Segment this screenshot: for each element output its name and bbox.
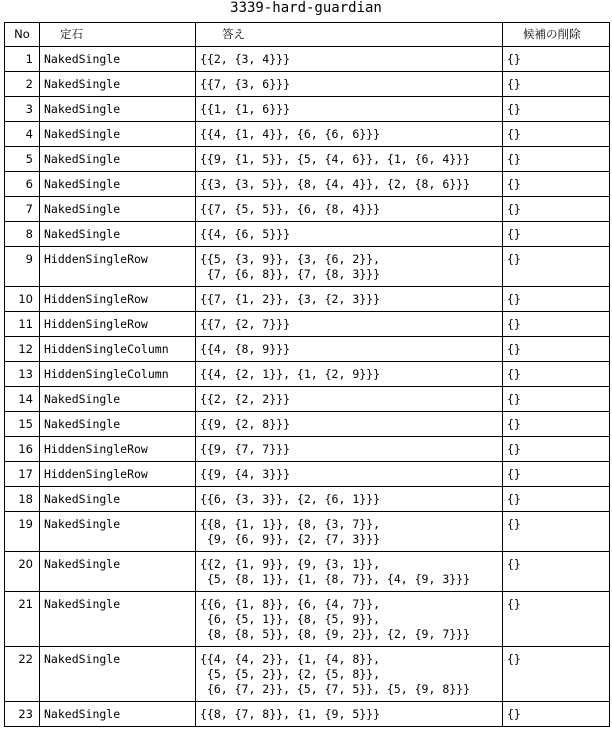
- row-number: 20: [5, 552, 40, 592]
- header-no: No: [5, 23, 40, 47]
- answer-cell: [196, 647, 503, 702]
- answer-cell: [196, 362, 503, 387]
- answer-line: {6, {5, 1}}, {8, {5, 9}},: [200, 612, 381, 626]
- row-number: 19: [5, 512, 40, 552]
- technique-cell: NakedSingle: [40, 222, 196, 247]
- answer-line: {{4, {6, 5}}}: [200, 227, 291, 241]
- answer-line: {7, {6, 8}}, {7, {8, 3}}}: [200, 267, 381, 281]
- answer-cell: [196, 47, 503, 72]
- row-number: 14: [5, 387, 40, 412]
- removal-cell: {}: [503, 487, 610, 512]
- table-row: [5, 702, 610, 727]
- answer-line: {{2, {3, 4}}}: [200, 52, 291, 66]
- technique-cell: NakedSingle: [40, 702, 196, 727]
- removal-cell: {}: [503, 222, 610, 247]
- row-number: 10: [5, 287, 40, 312]
- table-row: [5, 172, 610, 197]
- row-number: 18: [5, 487, 40, 512]
- answer-cell: [196, 247, 503, 287]
- answer-line: {{7, {1, 2}}, {3, {2, 3}}}: [200, 292, 381, 306]
- technique-cell: NakedSingle: [40, 122, 196, 147]
- row-number: 17: [5, 462, 40, 487]
- answer-cell: [196, 222, 503, 247]
- answer-cell: [196, 437, 503, 462]
- answer-line: {{2, {2, 2}}}: [200, 392, 291, 406]
- answer-line: {{8, {1, 1}}, {8, {3, 7}},: [200, 517, 381, 531]
- technique-cell: NakedSingle: [40, 47, 196, 72]
- removal-cell: {}: [503, 387, 610, 412]
- removal-cell: {}: [503, 147, 610, 172]
- row-number: 3: [5, 97, 40, 122]
- answer-cell: [196, 552, 503, 592]
- table-row: [5, 47, 610, 72]
- answer-line: {8, {8, 5}}, {8, {9, 2}}, {2, {9, 7}}}: [200, 627, 471, 641]
- table-row: [5, 122, 610, 147]
- technique-cell: NakedSingle: [40, 412, 196, 437]
- removal-cell: {}: [503, 647, 610, 702]
- table-row: [5, 247, 610, 287]
- solution-table: [4, 22, 610, 727]
- answer-line: {{7, {3, 6}}}: [200, 77, 291, 91]
- answer-line: {5, {8, 1}}, {1, {8, 7}}, {4, {9, 3}}}: [200, 572, 471, 586]
- row-number: 12: [5, 337, 40, 362]
- row-number: 9: [5, 247, 40, 287]
- row-number: 2: [5, 72, 40, 97]
- row-number: 5: [5, 147, 40, 172]
- technique-cell: NakedSingle: [40, 592, 196, 647]
- answer-line: {{9, {2, 8}}}: [200, 417, 291, 431]
- answer-line: {{4, {1, 4}}, {6, {6, 6}}}: [200, 127, 381, 141]
- table-row: [5, 412, 610, 437]
- answer-line: {{4, {8, 9}}}: [200, 342, 291, 356]
- removal-cell: {}: [503, 702, 610, 727]
- table-row: [5, 222, 610, 247]
- answer-line: {{4, {4, 2}}, {1, {4, 8}},: [200, 652, 381, 666]
- technique-cell: HiddenSingleColumn: [40, 337, 196, 362]
- answer-line: {5, {5, 2}}, {2, {5, 8}},: [200, 667, 381, 681]
- technique-cell: HiddenSingleRow: [40, 437, 196, 462]
- header-technique: 定石: [40, 23, 196, 47]
- row-number: 22: [5, 647, 40, 702]
- answer-line: {{6, {1, 8}}, {6, {4, 7}},: [200, 597, 381, 611]
- answer-line: {9, {6, 9}}, {2, {7, 3}}}: [200, 532, 381, 546]
- answer-line: {{4, {2, 1}}, {1, {2, 9}}}: [200, 367, 381, 381]
- row-number: 1: [5, 47, 40, 72]
- technique-cell: HiddenSingleRow: [40, 462, 196, 487]
- technique-cell: NakedSingle: [40, 72, 196, 97]
- table-row: [5, 97, 610, 122]
- table-row: [5, 337, 610, 362]
- row-number: 16: [5, 437, 40, 462]
- answer-cell: [196, 197, 503, 222]
- answer-cell: [196, 97, 503, 122]
- answer-line: {{1, {1, 6}}}: [200, 102, 291, 116]
- removal-cell: {}: [503, 437, 610, 462]
- removal-cell: {}: [503, 592, 610, 647]
- answer-line: {{6, {3, 3}}, {2, {6, 1}}}: [200, 492, 381, 506]
- technique-cell: HiddenSingleRow: [40, 247, 196, 287]
- removal-cell: {}: [503, 412, 610, 437]
- row-number: 13: [5, 362, 40, 387]
- removal-cell: {}: [503, 97, 610, 122]
- technique-cell: NakedSingle: [40, 387, 196, 412]
- answer-line: {6, {7, 2}}, {5, {7, 5}}, {5, {9, 8}}}: [200, 682, 471, 696]
- answer-cell: [196, 702, 503, 727]
- technique-cell: HiddenSingleRow: [40, 287, 196, 312]
- answer-line: {{9, {7, 7}}}: [200, 442, 291, 456]
- answer-cell: [196, 287, 503, 312]
- removal-cell: {}: [503, 337, 610, 362]
- removal-cell: {}: [503, 287, 610, 312]
- removal-cell: {}: [503, 197, 610, 222]
- technique-cell: NakedSingle: [40, 487, 196, 512]
- answer-cell: [196, 337, 503, 362]
- answer-line: {{8, {7, 8}}, {1, {9, 5}}}: [200, 707, 381, 721]
- technique-cell: NakedSingle: [40, 647, 196, 702]
- header-removal: 候補の削除: [503, 23, 610, 47]
- answer-cell: [196, 487, 503, 512]
- answer-cell: [196, 592, 503, 647]
- answer-cell: [196, 172, 503, 197]
- table-row: [5, 312, 610, 337]
- removal-cell: {}: [503, 172, 610, 197]
- technique-cell: HiddenSingleRow: [40, 312, 196, 337]
- technique-cell: HiddenSingleColumn: [40, 362, 196, 387]
- row-number: 21: [5, 592, 40, 647]
- answer-line: {{3, {3, 5}}, {8, {4, 4}}, {2, {8, 6}}}: [200, 177, 471, 191]
- removal-cell: {}: [503, 72, 610, 97]
- technique-cell: NakedSingle: [40, 97, 196, 122]
- table-row: [5, 147, 610, 172]
- answer-line: {{9, {1, 5}}, {5, {4, 6}}, {1, {6, 4}}}: [200, 152, 471, 166]
- answer-cell: [196, 387, 503, 412]
- removal-cell: {}: [503, 312, 610, 337]
- removal-cell: {}: [503, 552, 610, 592]
- technique-cell: NakedSingle: [40, 172, 196, 197]
- answer-cell: [196, 312, 503, 337]
- answer-cell: [196, 147, 503, 172]
- page-title: 3339-hard-guardian: [230, 0, 382, 16]
- answer-line: {{7, {2, 7}}}: [200, 317, 291, 331]
- table-body: [5, 47, 610, 727]
- table-row: [5, 462, 610, 487]
- removal-cell: {}: [503, 362, 610, 387]
- removal-cell: {}: [503, 512, 610, 552]
- row-number: 23: [5, 702, 40, 727]
- row-number: 15: [5, 412, 40, 437]
- removal-cell: {}: [503, 247, 610, 287]
- answer-cell: [196, 122, 503, 147]
- table-row: [5, 487, 610, 512]
- header-answer: 答え: [196, 23, 503, 47]
- technique-cell: NakedSingle: [40, 552, 196, 592]
- table-row: [5, 512, 610, 552]
- row-number: 7: [5, 197, 40, 222]
- answer-cell: [196, 512, 503, 552]
- table-row: [5, 437, 610, 462]
- header-row: [5, 23, 610, 47]
- table-row: [5, 647, 610, 702]
- row-number: 8: [5, 222, 40, 247]
- removal-cell: {}: [503, 122, 610, 147]
- answer-line: {{2, {1, 9}}, {9, {3, 1}},: [200, 557, 381, 571]
- table-row: [5, 592, 610, 647]
- table-row: [5, 197, 610, 222]
- table-row: [5, 287, 610, 312]
- row-number: 4: [5, 122, 40, 147]
- table-row: [5, 72, 610, 97]
- table-row: [5, 387, 610, 412]
- removal-cell: {}: [503, 462, 610, 487]
- technique-cell: NakedSingle: [40, 197, 196, 222]
- technique-cell: NakedSingle: [40, 147, 196, 172]
- answer-line: {{7, {5, 5}}, {6, {8, 4}}}: [200, 202, 381, 216]
- row-number: 11: [5, 312, 40, 337]
- removal-cell: {}: [503, 47, 610, 72]
- table-row: [5, 552, 610, 592]
- answer-cell: [196, 462, 503, 487]
- table-row: [5, 362, 610, 387]
- answer-line: {{5, {3, 9}}, {3, {6, 2}},: [200, 252, 381, 266]
- answer-line: {{9, {4, 3}}}: [200, 467, 291, 481]
- answer-cell: [196, 72, 503, 97]
- row-number: 6: [5, 172, 40, 197]
- technique-cell: NakedSingle: [40, 512, 196, 552]
- answer-cell: [196, 412, 503, 437]
